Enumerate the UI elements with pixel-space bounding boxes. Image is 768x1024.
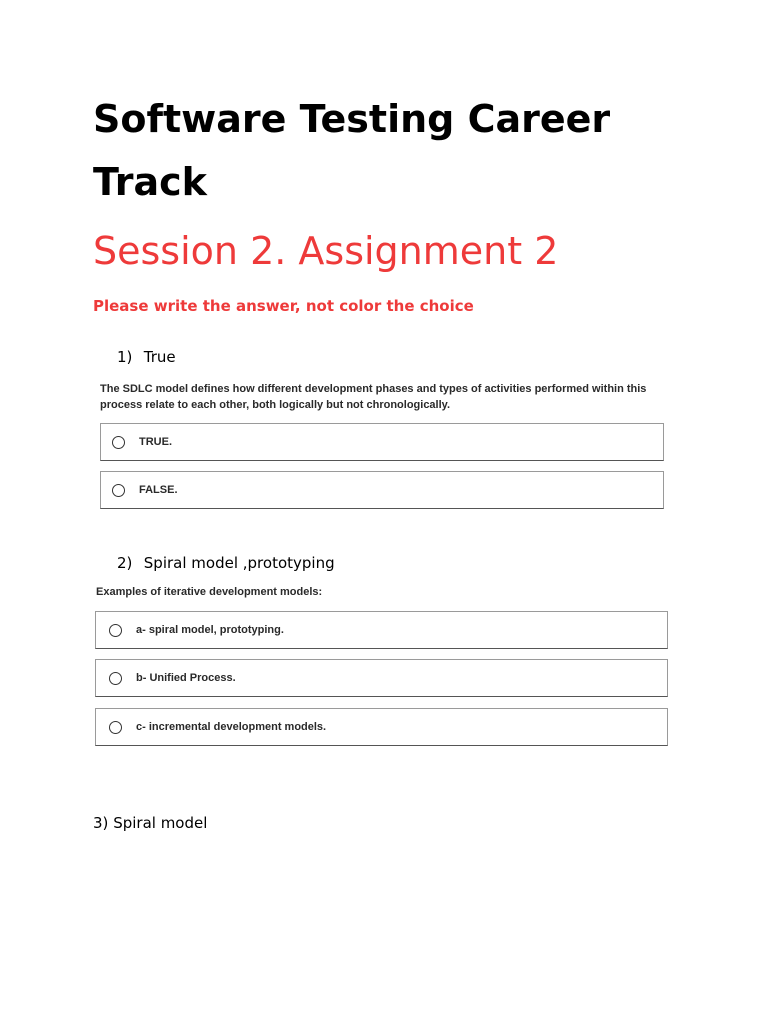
radio-button-icon[interactable] xyxy=(109,672,122,685)
radio-button-icon[interactable] xyxy=(112,436,125,449)
question-2-option-b[interactable] xyxy=(95,659,668,697)
answer-3-text: Spiral model xyxy=(113,814,208,832)
answer-2-number: 2) xyxy=(117,554,133,572)
session-subtitle: Session 2. Assignment 2 xyxy=(93,229,559,273)
answer-1 xyxy=(117,348,176,366)
question-2-text: Examples of iterative development models: xyxy=(96,586,323,598)
question-1-text: The SDLC model defines how different development phases and types of activities performed within this process relate to each other, both logically but not chronologically. xyxy=(100,383,647,411)
question-2-option-a[interactable] xyxy=(95,611,668,649)
option-label: FALSE. xyxy=(139,484,178,496)
option-label: TRUE. xyxy=(139,436,172,448)
answer-3 xyxy=(93,814,207,832)
answer-1-text: True xyxy=(143,348,176,366)
radio-button-icon[interactable] xyxy=(112,484,125,497)
question-1-option-true[interactable] xyxy=(100,423,664,461)
question-2-option-c[interactable] xyxy=(95,708,668,746)
option-label: a- spiral model, prototyping. xyxy=(136,624,284,636)
answer-3-number: 3) xyxy=(93,814,109,832)
question-1-option-false[interactable] xyxy=(100,471,664,509)
radio-button-icon[interactable] xyxy=(109,624,122,637)
radio-button-icon[interactable] xyxy=(109,721,122,734)
answer-2-text: Spiral model ,prototyping xyxy=(143,554,335,572)
option-label: c- incremental development models. xyxy=(136,721,327,733)
instruction-note: Please write the answer, not color the choice xyxy=(93,297,474,315)
answer-1-number: 1) xyxy=(117,348,133,366)
document-title: Software Testing Career Track xyxy=(93,97,611,204)
option-label: b- Unified Process. xyxy=(136,672,236,684)
answer-2 xyxy=(117,554,335,572)
